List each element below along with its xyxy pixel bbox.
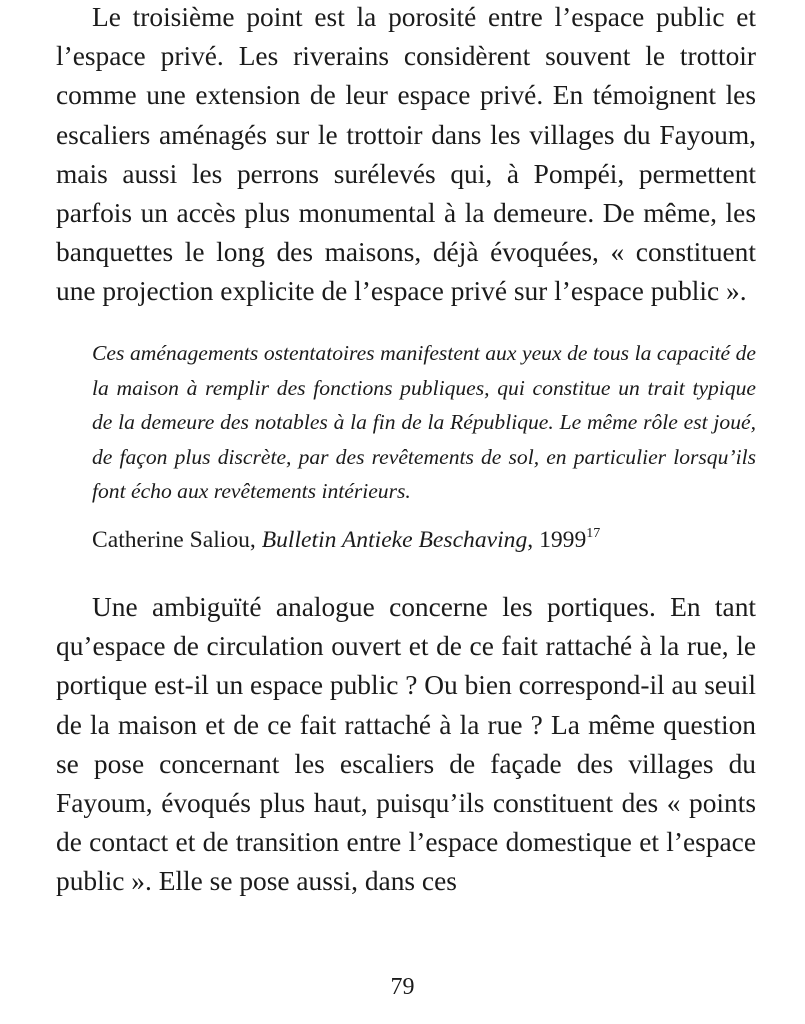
quote-author: Catherine Saliou, bbox=[92, 526, 262, 553]
block-quote: Ces aménagements ostentatoires manifestent aux yeux de tous la capacité de la maison à remplir des fonctions publiques, qui constitue un trait typique de la demeure des notables à la fin de la République. Le même rôle est joué, de façon plus discrète, par des revêtements de sol, en particulier lorsqu’ils font écho aux revêtements intérieurs. bbox=[92, 341, 756, 503]
quote-journal: Bulletin Antieke Beschaving bbox=[261, 526, 528, 553]
body-paragraph-2: Une ambiguïté analogue concerne les portiques. En tant qu’espace de circulation ouvert et de ce fait rattaché à la rue, le portique est-il un espace public ? Ou bien correspond-il au seuil de la maison et de ce fait rattaché à la rue ? La même question se pose concernant les escaliers de façade des villages du Fayoum, évoqués plus haut, puisqu’ils constituent des « points de contact et de transition entre l’espace domestique et l’espace public ». Elle se pose aussi, dans ces bbox=[56, 592, 756, 897]
footnote-marker[interactable]: 17 bbox=[586, 526, 601, 541]
quote-citation bbox=[92, 518, 600, 557]
body-paragraph-1: Le troisième point est la porosité entre l’espace public et l’espace privé. Les riverains considèrent souvent le trottoir comme une extension de leur espace privé. En témoignent les escaliers aménagés sur le trottoir dans les villages du Fayoum, mais aussi les perrons surélevés qui, à Pompéi, permettent parfois un accès plus monumental à la demeure. De même, les banquettes le long des maisons, déjà évoquées, « constituent une projection explicite de l’espace privé sur l’espace public ». bbox=[56, 2, 756, 307]
quote-year: , 1999 bbox=[527, 526, 587, 553]
page-number: 79 bbox=[390, 974, 415, 1000]
